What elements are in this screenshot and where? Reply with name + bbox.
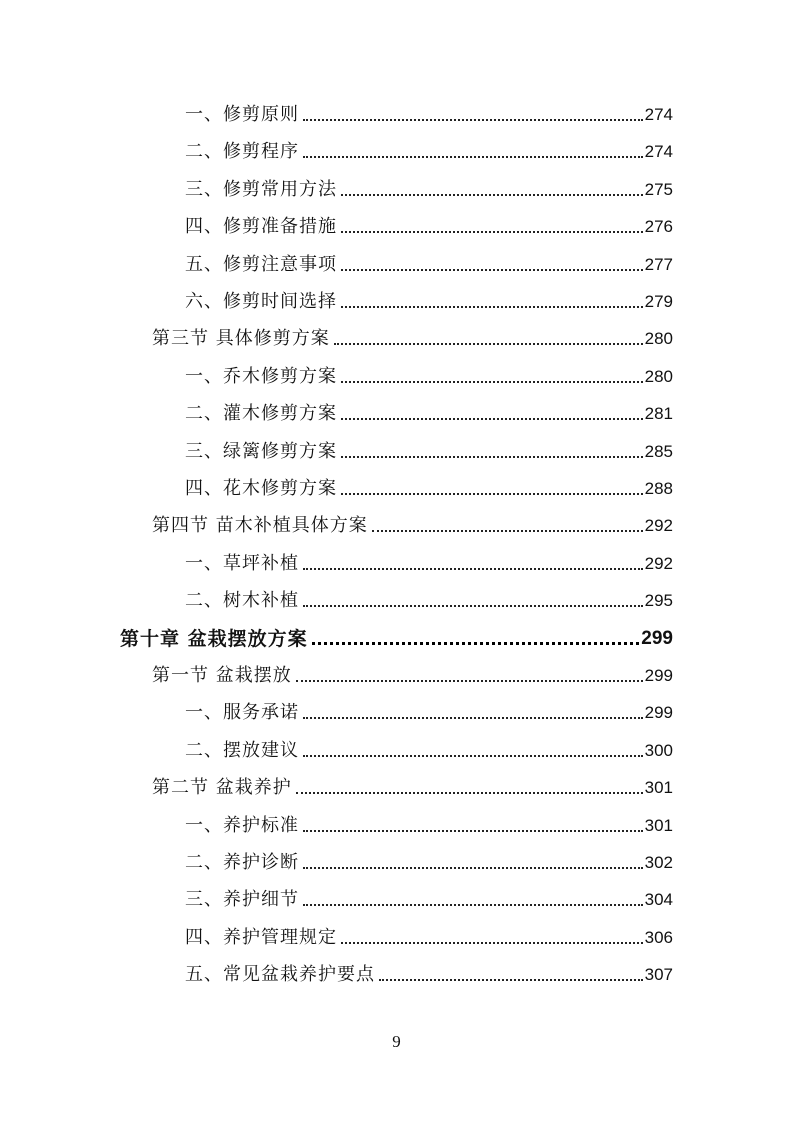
toc-entry-page: 299: [644, 666, 673, 685]
toc-item-entry[interactable]: [185, 251, 673, 279]
page-number: 9: [392, 1032, 401, 1051]
dot-leader: [296, 680, 643, 682]
dot-leader: [303, 605, 643, 607]
toc-entry-label: 一、乔木修剪方案: [185, 366, 337, 387]
toc-entry-page: 275: [644, 180, 673, 199]
toc-entry-page: 307: [644, 965, 673, 984]
toc-section-entry[interactable]: [152, 774, 673, 802]
toc-entry-label: 二、养护诊断: [185, 852, 299, 873]
toc-entry-label: 二、树木补植: [185, 590, 299, 611]
toc-entry-label: 第二节 盆栽养护: [152, 777, 292, 798]
toc-entry-page: 306: [644, 928, 673, 947]
toc-entry-page: 295: [644, 591, 673, 610]
toc-item-entry[interactable]: [185, 737, 673, 765]
toc-entry-page: 301: [644, 816, 673, 835]
toc-entry-page: 304: [644, 890, 673, 909]
toc-item-entry[interactable]: [185, 849, 673, 877]
toc-entry-page: 274: [644, 142, 673, 161]
toc-entry-page: 299: [641, 628, 673, 649]
toc-item-entry[interactable]: [185, 699, 673, 727]
toc-entry-label: 四、养护管理规定: [185, 927, 337, 948]
dot-leader: [341, 381, 643, 383]
toc-section-entry[interactable]: [152, 325, 673, 353]
toc-entry-page: 280: [644, 367, 673, 386]
toc-item-entry[interactable]: [185, 176, 673, 204]
dot-leader: [379, 979, 643, 981]
toc-item-entry[interactable]: [185, 924, 673, 952]
toc-item-entry[interactable]: [185, 101, 673, 129]
dot-leader: [303, 568, 643, 570]
toc-item-entry[interactable]: [185, 475, 673, 503]
toc-entry-label: 二、灌木修剪方案: [185, 403, 337, 424]
toc-item-entry[interactable]: [185, 587, 673, 615]
toc-entry-page: 277: [644, 255, 673, 274]
toc-entry-label: 五、修剪注意事项: [185, 254, 337, 275]
dot-leader: [303, 867, 643, 869]
toc-item-entry[interactable]: [185, 550, 673, 578]
toc-entry-page: 280: [644, 329, 673, 348]
dot-leader: [341, 306, 643, 308]
toc-entry-label: 二、摆放建议: [185, 740, 299, 761]
dot-leader: [303, 119, 643, 121]
toc-entry-label: 二、修剪程序: [185, 141, 299, 162]
dot-leader: [312, 642, 640, 645]
toc-entry-label: 一、草坪补植: [185, 553, 299, 574]
toc-entry-page: 288: [644, 479, 673, 498]
toc-entry-page: 274: [644, 105, 673, 124]
toc-entry-page: 279: [644, 292, 673, 311]
dot-leader: [341, 493, 643, 495]
dot-leader: [296, 792, 643, 794]
toc-item-entry[interactable]: [185, 812, 673, 840]
toc-entry-page: 302: [644, 853, 673, 872]
dot-leader: [341, 194, 643, 196]
toc-item-entry[interactable]: [185, 138, 673, 166]
toc-entry-label: 第十章 盆栽摆放方案: [120, 628, 308, 650]
toc-entry-label: 五、常见盆栽养护要点: [185, 964, 375, 985]
toc-entry-page: 301: [644, 778, 673, 797]
toc-item-entry[interactable]: [185, 213, 673, 241]
toc-entry-page: 299: [644, 703, 673, 722]
dot-leader: [303, 717, 643, 719]
dot-leader: [372, 530, 643, 532]
dot-leader: [303, 156, 643, 158]
toc-entry-page: 292: [644, 554, 673, 573]
toc-item-entry[interactable]: [185, 400, 673, 428]
toc-entry-label: 一、服务承诺: [185, 702, 299, 723]
toc-chapter-entry[interactable]: [120, 625, 673, 653]
toc-entry-page: 276: [644, 217, 673, 236]
dot-leader: [303, 755, 643, 757]
toc-entry-page: 292: [644, 516, 673, 535]
dot-leader: [341, 231, 643, 233]
dot-leader: [303, 830, 643, 832]
dot-leader: [303, 904, 643, 906]
toc-item-entry[interactable]: [185, 438, 673, 466]
dot-leader: [341, 269, 643, 271]
toc-entry-label: 三、养护细节: [185, 889, 299, 910]
toc-entry-label: 六、修剪时间选择: [185, 291, 337, 312]
toc-section-entry[interactable]: [152, 512, 673, 540]
dot-leader: [341, 456, 643, 458]
toc-entry-label: 一、修剪原则: [185, 104, 299, 125]
toc-item-entry[interactable]: [185, 363, 673, 391]
toc-entry-label: 第四节 苗木补植具体方案: [152, 515, 368, 536]
dot-leader: [341, 942, 643, 944]
dot-leader: [334, 343, 643, 345]
toc-entry-label: 四、修剪准备措施: [185, 216, 337, 237]
toc-entry-label: 四、花木修剪方案: [185, 478, 337, 499]
toc-entry-page: 300: [644, 741, 673, 760]
dot-leader: [341, 418, 643, 420]
toc-entry-label: 一、养护标准: [185, 815, 299, 836]
toc-item-entry[interactable]: [185, 886, 673, 914]
toc-entry-label: 第三节 具体修剪方案: [152, 328, 330, 349]
toc-entry-label: 第一节 盆栽摆放: [152, 665, 292, 686]
toc-entry-label: 三、绿篱修剪方案: [185, 441, 337, 462]
toc-item-entry[interactable]: [185, 961, 673, 989]
toc-section-entry[interactable]: [152, 662, 673, 690]
toc-entry-label: 三、修剪常用方法: [185, 179, 337, 200]
toc-item-entry[interactable]: [185, 288, 673, 316]
toc-entry-page: 285: [644, 442, 673, 461]
toc-entry-page: 281: [644, 404, 673, 423]
